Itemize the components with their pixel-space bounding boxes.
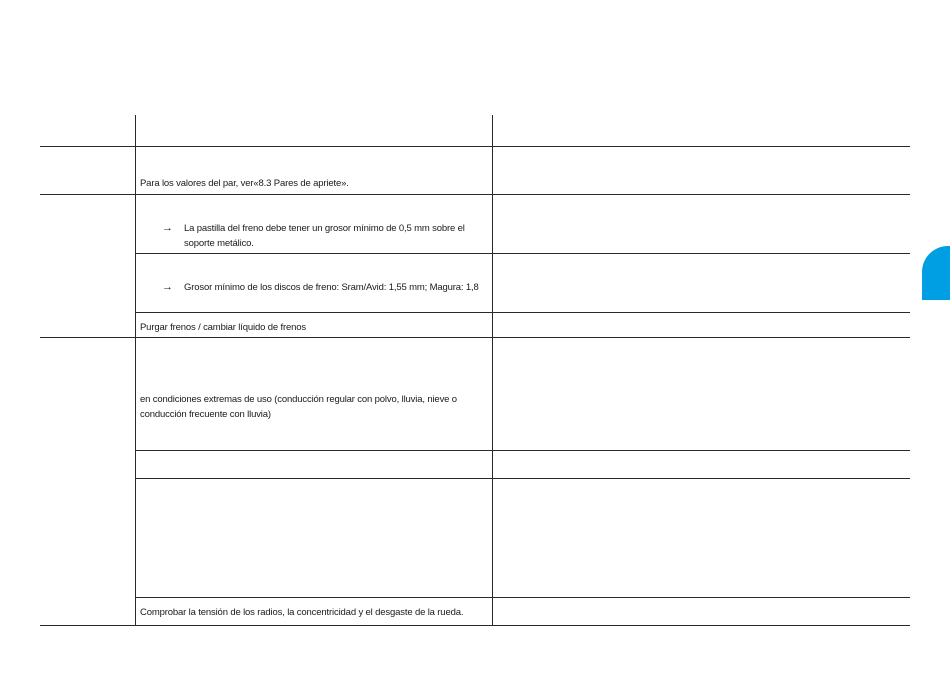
arrow-icon: → bbox=[162, 281, 173, 293]
bleed-brakes-note: Purgar frenos / cambiar líquido de frenos bbox=[140, 322, 306, 333]
torque-note: Para los valores del par, ver«8.3 Pares de apriete». bbox=[140, 178, 349, 189]
section-rule bbox=[40, 146, 910, 147]
row-rule bbox=[135, 597, 910, 598]
wheel-check-note: Comprobar la tensión de los radios, la concentricidad y el desgaste de la rueda. bbox=[140, 607, 464, 618]
column-divider-1 bbox=[135, 115, 136, 626]
section-rule bbox=[40, 337, 910, 338]
extreme-conditions-line2: conducción frecuente con lluvia) bbox=[140, 409, 271, 420]
brake-disc-note: Grosor mínimo de los discos de freno: Sram/Avid: 1,55 mm; Magura: 1,8 bbox=[184, 282, 479, 293]
brake-pad-note-line1: La pastilla del freno debe tener un grosor mínimo de 0,5 mm sobre el bbox=[184, 223, 465, 234]
extreme-conditions-line1: en condiciones extremas de uso (conducción regular con polvo, lluvia, nieve o bbox=[140, 394, 457, 405]
row-rule bbox=[135, 450, 910, 451]
row-rule bbox=[135, 478, 910, 479]
row-rule bbox=[135, 312, 910, 313]
section-rule bbox=[40, 194, 910, 195]
chapter-tab-marker bbox=[922, 246, 950, 300]
section-rule bbox=[40, 625, 910, 626]
arrow-icon: → bbox=[162, 222, 173, 234]
row-rule bbox=[135, 253, 910, 254]
column-divider-2 bbox=[492, 115, 493, 626]
brake-pad-note-line2: soporte metálico. bbox=[184, 238, 254, 249]
